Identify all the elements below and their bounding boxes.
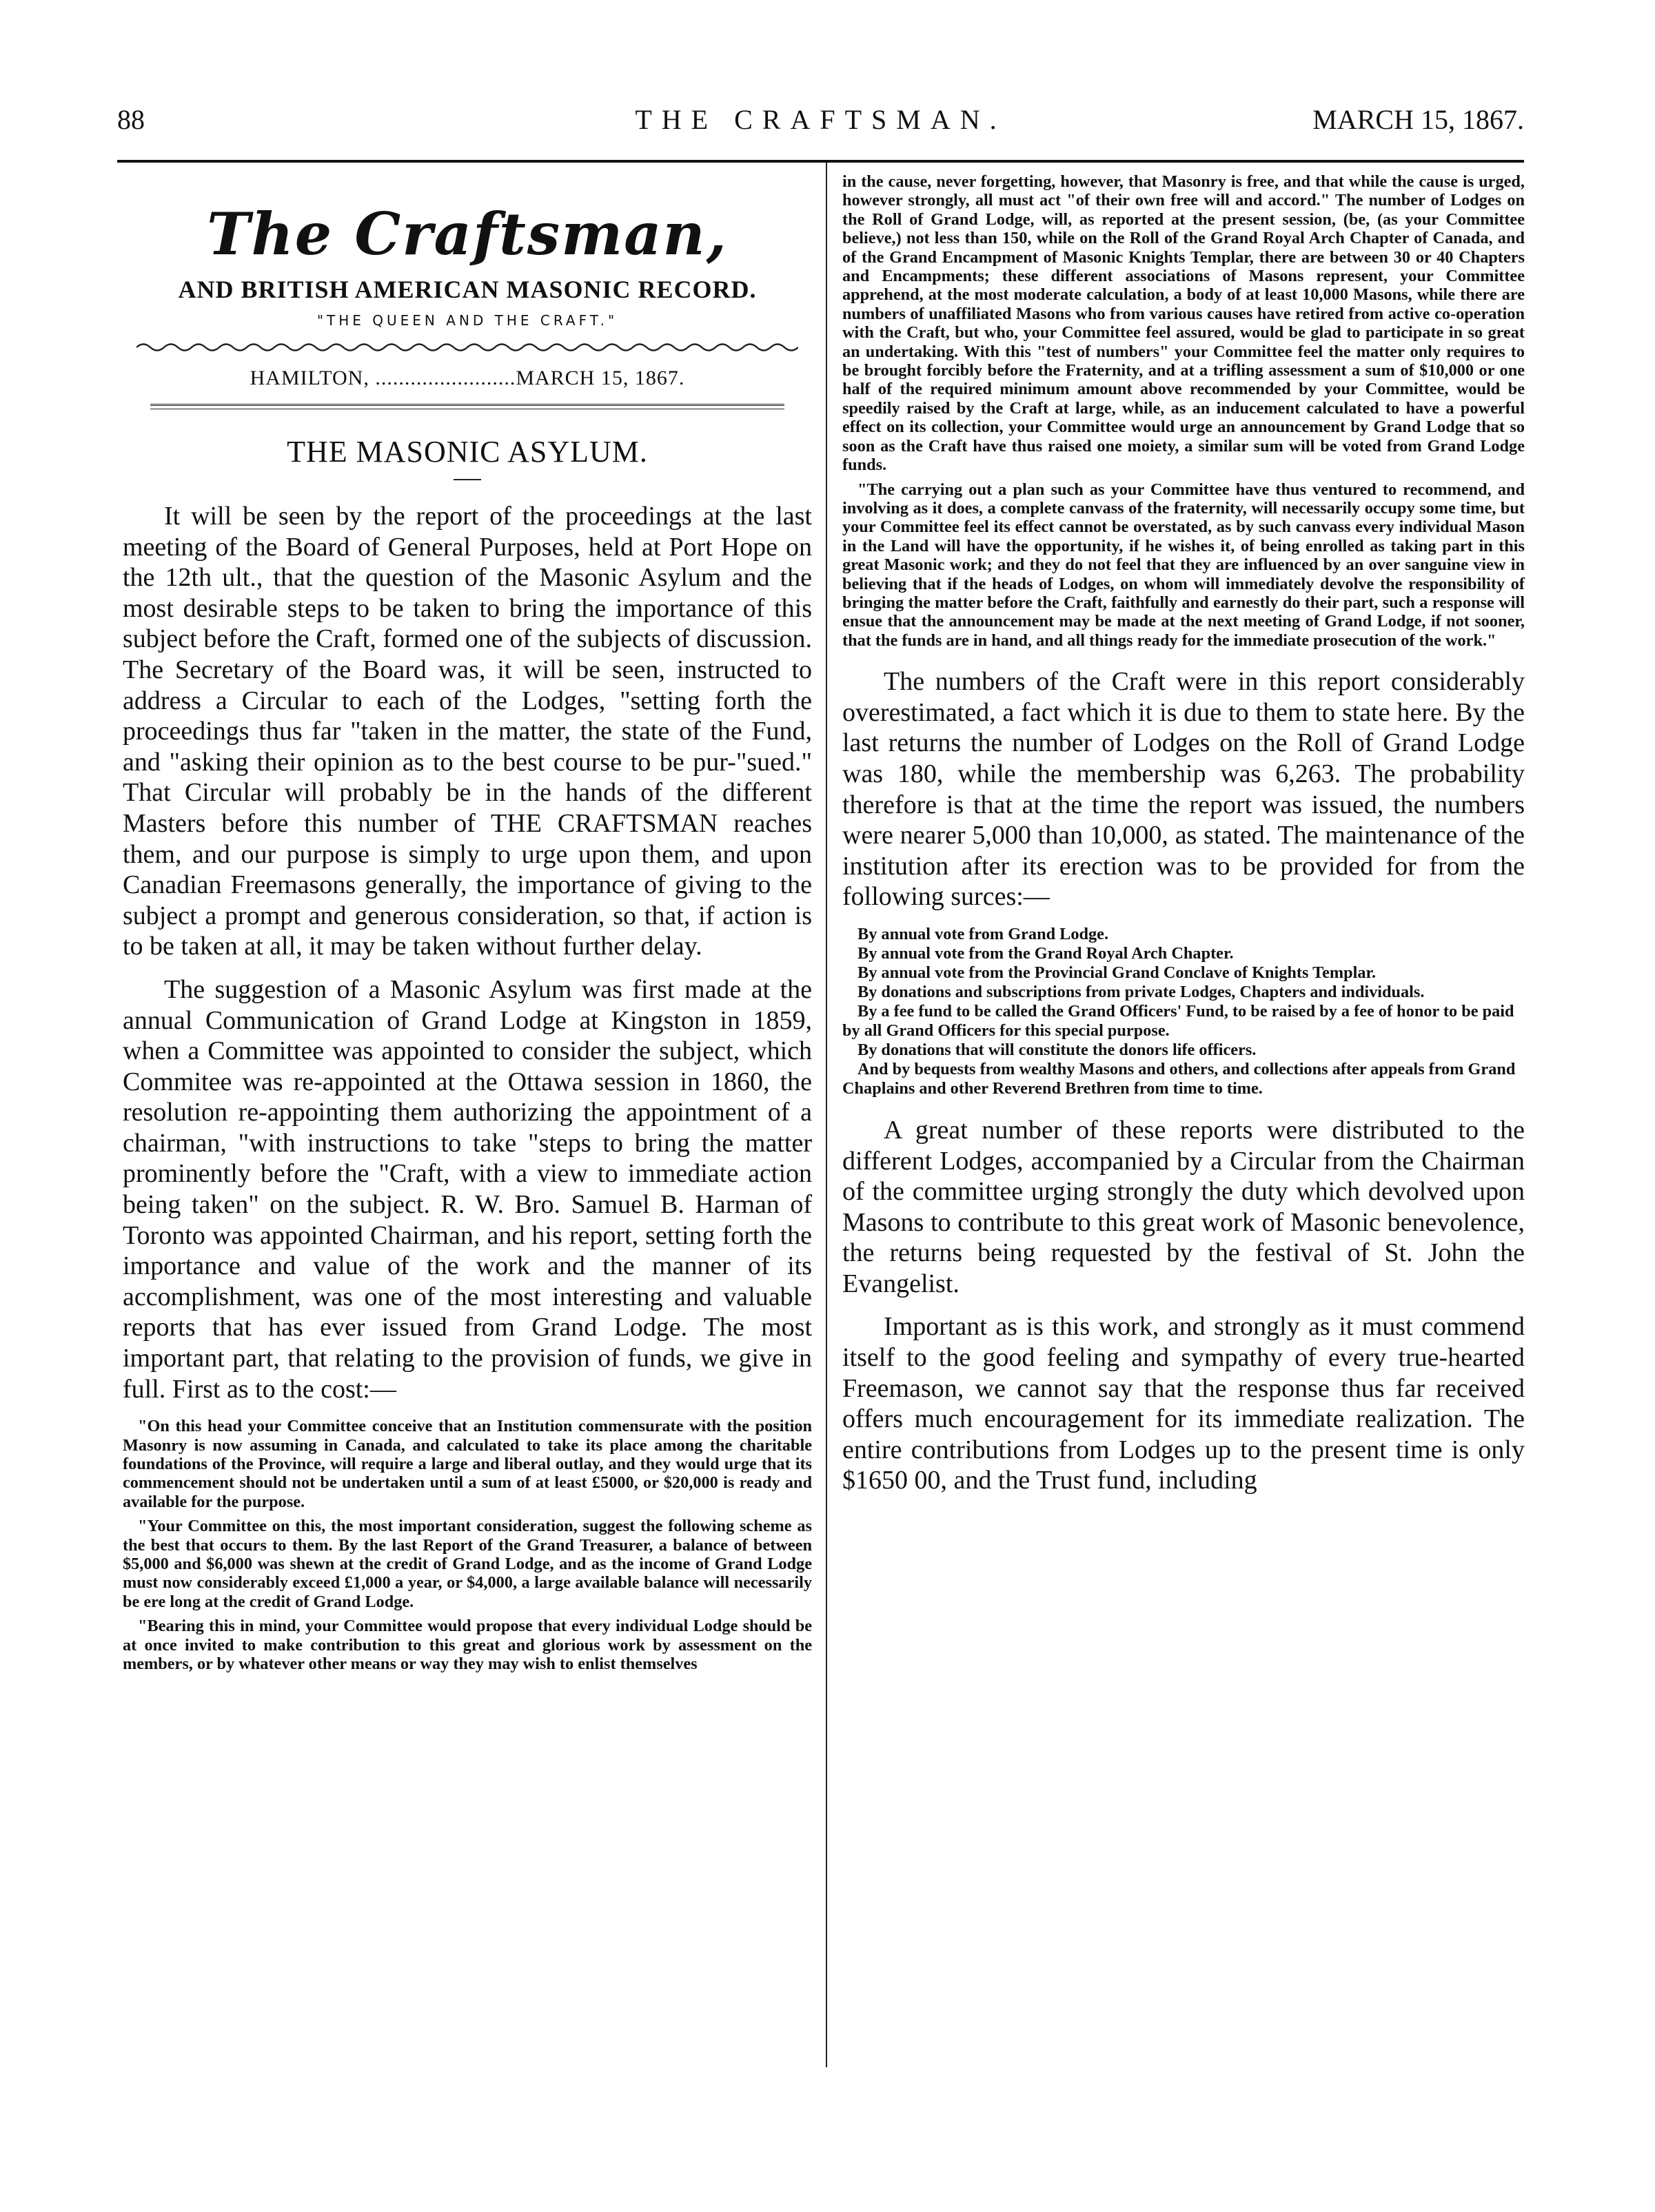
running-header (117, 103, 1524, 145)
right-paragraph: A great number of these reports were distributed to the different Lodges, accompanied by a Circular from the Chairman of the committee urging strongly the duty which devolved upon Masons to contribute to this great work of Masonic benevolence, the returns being requested by the festival of St. John the Evangelist. (842, 1115, 1525, 1298)
article-headline: THE MASONIC ASYLUM. (287, 435, 648, 469)
issue-date: MARCH 15, 1867. (1312, 104, 1524, 135)
masthead-title: The Craftsman, (207, 200, 728, 268)
report-quote: "The carrying out a plan such as your Committee have thus ventured to recommend, and involving as it does, a complete canvass of the fraternity, will necessarily occupy some time, but your Committee feel its effect cannot be overstated, as by such canvass every individual Mason in the Land will have the opportunity, if he wishes it, of being enrolled as taking part in this great Masonic work; and they do not feel that they are influenced by an over sanguine view in believing that if the heads of Lodges, on whom will immediately devolve the responsibility of bringing the matter before the Craft, faithfully and earnestly do their part, such a response will ensue that the announcement may be made at the next meeting of Grand Lodge, if not sooner, that the funds are in hand, and all things ready for the immediate prosecution of the work." (842, 480, 1525, 650)
publication-title: THE CRAFTSMAN. (635, 104, 1006, 135)
right-paragraph: The numbers of the Craft were in this report considerably overestimated, a fact which it is due to them to state here. By the last returns the number of Lodges on the Roll of Grand Lodge was 180, while the membership was 6,263. The probability therefore is that at the time the report was issued, the numbers were nearer 5,000 than 10,000, as stated. The maintenance of the institution after its erection was to be provided for from the following surces:— (842, 667, 1525, 912)
masthead-subtitle: AND BRITISH AMERICAN MASONIC RECORD. (178, 276, 757, 303)
list-item: By donations and subscriptions from private Lodges, Chapters and individuals. (857, 982, 1425, 1001)
left-paragraph: It will be seen by the report of the proceedings at the last meeting of the Board of General Purposes, held at Port Hope on the 12th ult., that the question of the Masonic Asylum and the most desirable steps to be taken to bring the importance of this subject before the Craft, formed one of the subjects of discussion. The Secretary of the Board was, it will be seen, instructed to address a Circular to each of the Lodges, "setting forth the proceedings thus far "taken in the matter, the state of the Fund, and "asking their opinion as to the best course to be pur-"sued." That Circular will probably be in the hands of the different Masters before this number of THE CRAFTSMAN reaches them, and our purpose is simply to urge upon them, and upon Canadian Freemasons generally, the importance of giving to the subject a prompt and generous consideration, so that, if action is to be taken at all, it may be taken without further delay. (123, 502, 812, 961)
dateline: HAMILTON, ........................MARCH 15, 1867. (250, 367, 685, 389)
page-number: 88 (117, 104, 145, 135)
list-item: And by bequests from wealthy Masons and others, and collections after appeals from Grand Chaplains and other Reverend Brethren from time to time. (842, 1059, 1516, 1098)
header-rule (117, 160, 1524, 163)
headline-dash (454, 479, 481, 480)
list-item: By annual vote from the Grand Royal Arch Chapter. (857, 943, 1234, 963)
report-quote: "Bearing this in mind, your Committee would propose that every individual Lodge should be at once invited to make contribution to this great and glorious work by assessment on the members, or by whatever other means or way they may wish to enlist themselves (123, 1617, 812, 1674)
right-paragraph: Important as is this work, and strongly as it must commend itself to the good feeling and sympathy of every true-hearted Freemason, we cannot say that the response thus far received offers much encouragement for its immediate realization. The entire contributions from Lodges up to the present time is only $1650 00, and the Trust fund, including (842, 1312, 1525, 1495)
list-item: By annual vote from the Provincial Grand Conclave of Knights Templar. (857, 963, 1377, 982)
column-divider (826, 163, 827, 2067)
report-quote: "On this head your Committee conceive that an Institution commensurate with the position Masonry is now assuming in Canada, and calculated to take its place among the charitable foundations of the Province, will require a large and liberal outlay, and they would urge that its commencement should not be undertaken until a sum of at least £5000, or $20,000 is ready and available for the purpose. (123, 1417, 812, 1511)
left-paragraph: The suggestion of a Masonic Asylum was first made at the annual Communication of Grand Lodge at Kingston in 1859, when a Committee was appointed to consider the subject, which Commitee was re-appointed at the Ottawa session in 1860, the resolution re-appointing them authorizing the appointment of a chairman, "with instructions to take "steps to bring the matter prominently before the "Craft, with a view to immediate action being taken" on the subject. R. W. Bro. Samuel B. Harman of Toronto was appointed Chairman, and his report, setting forth the importance and value of the work and the manner of its accomplishment, was one of the most interesting and valuable reports that has ever issued from Grand Lodge. The most important part, that relating to the provision of funds, we give in full. First as to the cost:— (123, 974, 812, 1404)
report-quote: in the cause, never forgetting, however, that Masonry is free, and that while the cause is urged, however strongly, all must act "of their own free will and accord." The number of Lodges on the Roll of Grand Lodge, will, as reported at the present session, (be, (as your Committee believe,) not less than 150, while on the Roll of the Grand Royal Arch Chapter of Canada, and of the Grand Encampment of Masonic Knights Templar, there are between 30 or 40 Chapters and Encampments; these different associations of Masons represent, your Committee apprehend, at the most moderate calculation, a body of at least 10,000 Masons, while there are numbers of unaffiliated Masons who from various causes have retired from active co-operation with the Craft, but who, your Committee feel assured, would be glad to participate in so great an undertaking. With this "test of numbers" your Committee feel the matter only requires to be brought forcibly before the Fraternity, and at a trifling assessment a sum of $10,000 or one half of the required minimum amount above recommended by your Committee, would be speedily raised by the Craft at large, while, as an inducement calculated to have a powerful effect on its collection, your Committee would urge an announcement by Grand Lodge that so soon as the Craft have thus raised one moiety, a similar sum will be voted from Grand Lodge funds. (842, 172, 1525, 475)
right-column (842, 172, 1525, 1508)
left-column (123, 172, 812, 1679)
list-item: By annual vote from Grand Lodge. (857, 924, 1109, 943)
masthead-motto: "THE QUEEN AND THE CRAFT." (316, 312, 618, 329)
funding-sources-list (842, 925, 1525, 1098)
list-item: By donations that will constitute the donors life officers. (857, 1040, 1257, 1059)
report-quote: "Your Committee on this, the most important consideration, suggest the following scheme as the best that occurs to them. By the last Report of the Grand Treasurer, a balance of between $5,000 and $6,000 was shewn at the credit of Grand Lodge, and as the income of Grand Lodge must now considerably exceed £1,000 a year, or $4,000, a large available balance will necessarily be ere long at the credit of Grand Lodge. (123, 1517, 812, 1611)
double-rule (150, 404, 784, 409)
wavy-rule (136, 341, 798, 354)
list-item: By a fee fund to be called the Grand Officers' Fund, to be raised by a fee of honor to be paid by all Grand Officers for this special purpose. (842, 1001, 1514, 1040)
